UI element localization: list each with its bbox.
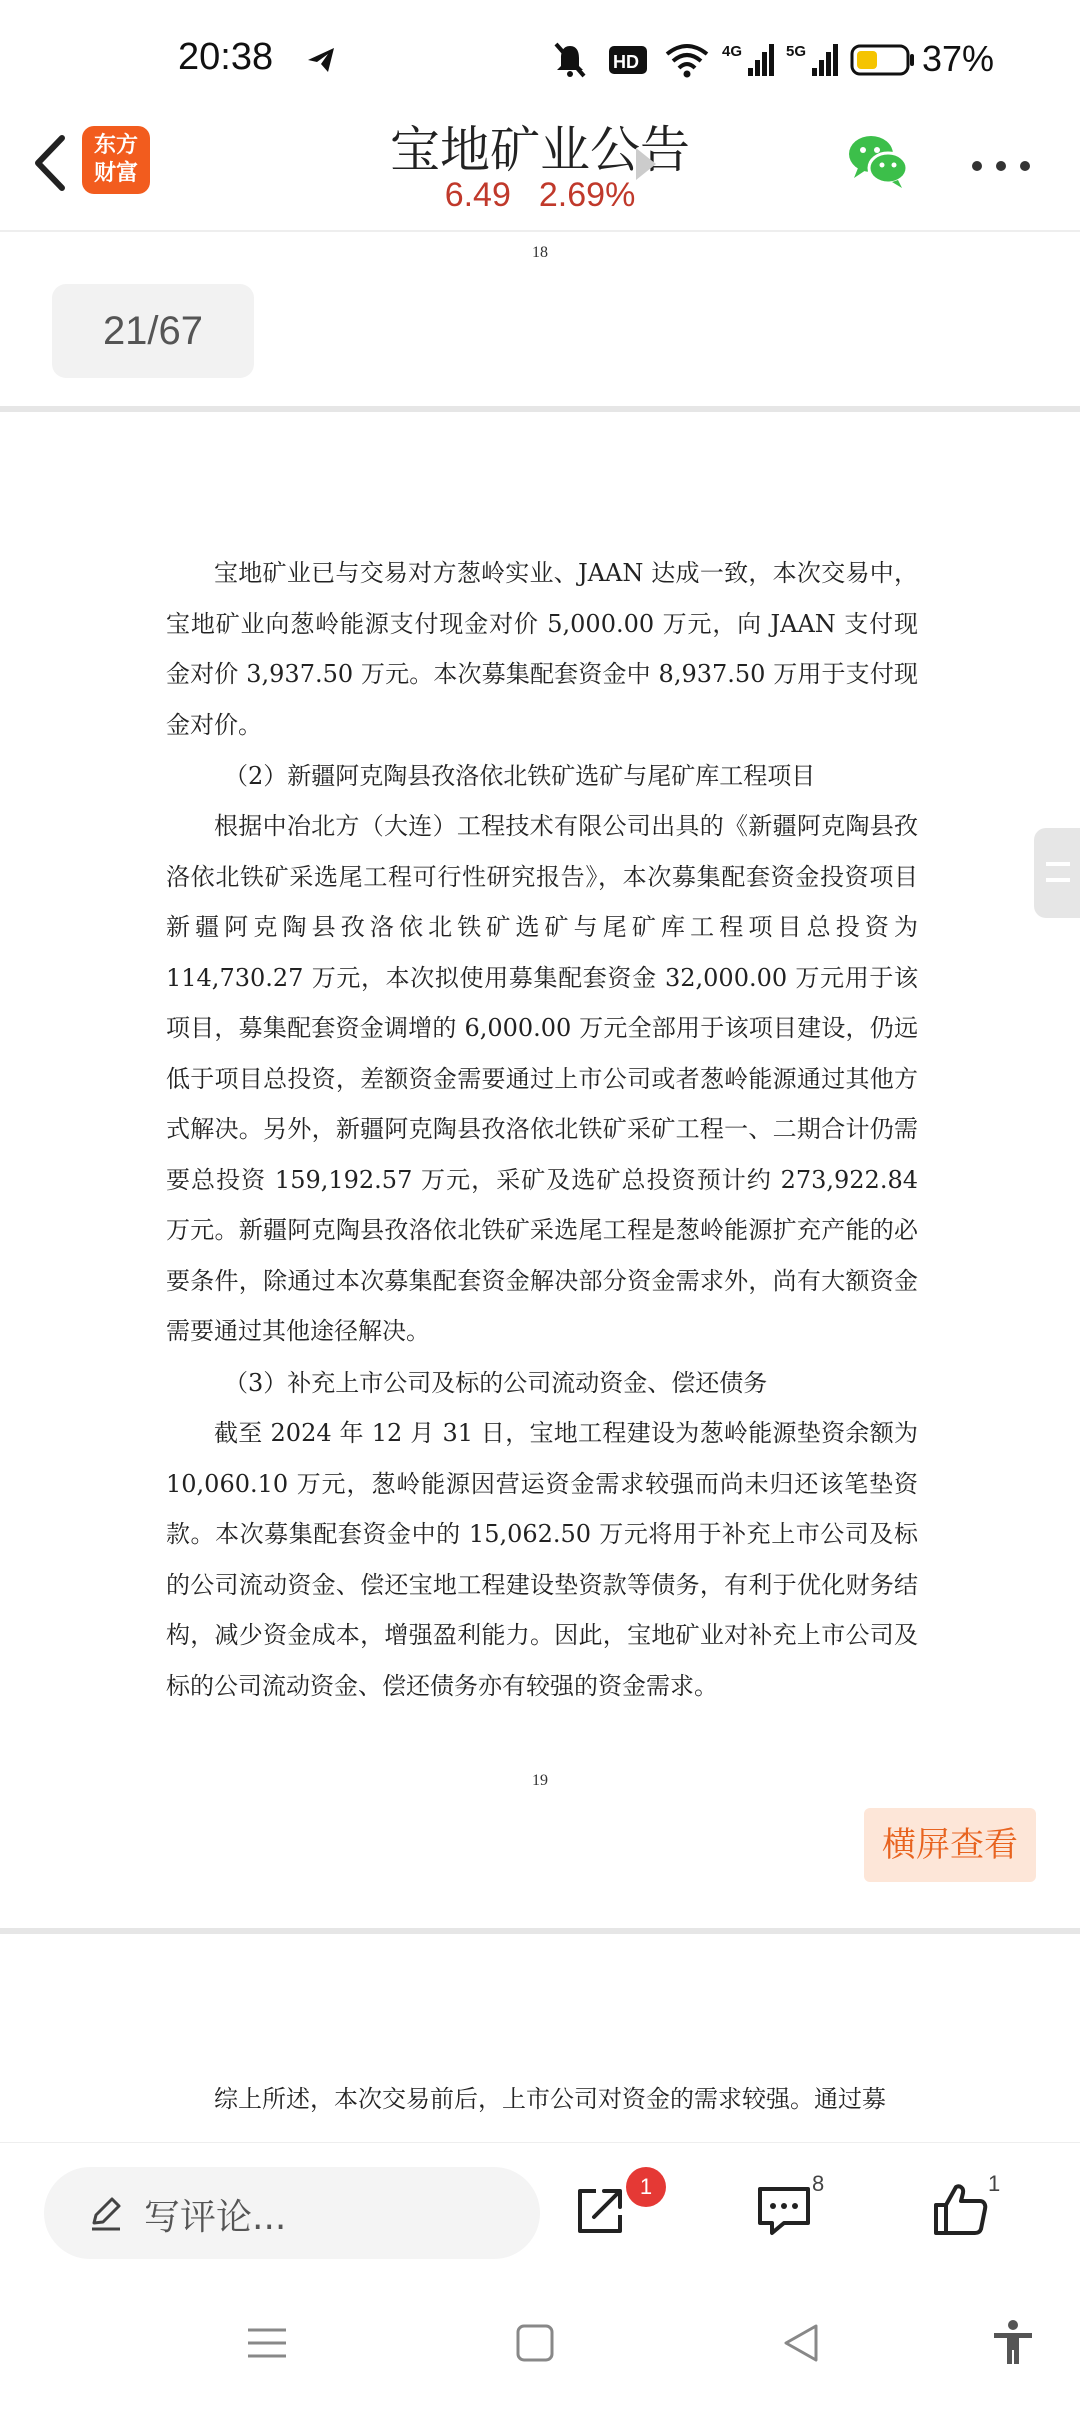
share-icon[interactable]: [570, 2179, 630, 2239]
likes-count: 1: [988, 2171, 1001, 2196]
telegram-icon: [304, 40, 340, 80]
landscape-view-button[interactable]: 横屏查看: [864, 1808, 1036, 1882]
battery-percent: 37%: [922, 38, 995, 79]
mute-icon: [552, 40, 588, 80]
wechat-icon[interactable]: [846, 132, 910, 190]
wifi-icon: [664, 40, 710, 80]
doc-paragraph: 综上所述，本次交易前后，上市公司对资金的需求较强。通过募: [214, 2085, 886, 2113]
doc-paragraph: 根据中冶北方（大连）工程技术有限公司出具的《新疆阿克陶县孜洛依北铁矿采选尾工程可行性研究报告》，本次募集配套资金投资项目新疆阿克陶县孜洛依北铁矿选矿与尾矿库工程项目总投资为 114,730.27 万元，本次拟使用募集配套资金 32,000.00 万元用于该项目，募集配套资金调增的 6,000.00 万元全部用于该项目建设，仍远低于项目总投资，差额资金需要通过上市公司或者葱岭能源通过其他方式解决。另外，新疆阿克陶县孜洛依北铁矿采矿工程一、二期合计仍需要总投资 159,192.57 万元，采矿及选矿总投资预计约 273,922.84 万元。新疆阿克陶县孜洛依北铁矿采选尾工程是葱岭能源扩充产能的必要条件，除通过本次募集配套资金解决部分资金需求外，尚有大额资金需要通过其他途径解决。: [166, 812, 918, 1345]
svg-text:HD: HD: [613, 52, 639, 72]
logo-line-2: 财富: [93, 161, 138, 186]
status-bar: [0, 0, 1080, 100]
page-separator: [0, 406, 1080, 412]
comment-icon[interactable]: [754, 2179, 814, 2239]
page-number-top: 18: [532, 244, 548, 261]
hd-icon: [608, 40, 648, 80]
status-time: 20:38: [178, 36, 274, 78]
home-icon[interactable]: [510, 2318, 560, 2368]
page-title: 宝地矿业公告: [390, 121, 690, 179]
stock-change: 2.69%: [538, 176, 636, 214]
stock-quote[interactable]: [0, 176, 1080, 215]
4g-signal-icon: [722, 40, 776, 80]
menu-icon[interactable]: [242, 2318, 292, 2368]
comment-placeholder: 写评论...: [144, 2197, 287, 2238]
logo-line-1: 东方: [93, 133, 138, 158]
doc-paragraph: 截至 2024 年 12 月 31 日，宝地工程建设为葱岭能源垫资余额为 10,060.10 万元，葱岭能源因营运资金需求较强而尚未归还该笔垫资款。本次募集配套资金中的 15,062.50 万元将用于补充上市公司及标的公司流动资金、偿还宝地工程建设垫资款等债务，有利于优化财务结构，减少资金成本，增强盈利能力。因此，宝地矿业对补充上市公司及标的公司流动资金、偿还债务亦有较强的资金需求。: [166, 1419, 918, 1700]
svg-text:5G: 5G: [786, 43, 807, 60]
page-separator: [0, 1928, 1080, 1934]
5g-signal-icon: [786, 40, 840, 80]
nav-back-icon[interactable]: [776, 2318, 826, 2368]
app-header: [0, 100, 1080, 232]
svg-text:4G: 4G: [722, 43, 743, 60]
doc-subheading: （2）新疆阿克陶县孜洛依北铁矿选矿与尾矿库工程项目: [224, 762, 816, 790]
play-arrow-icon[interactable]: [636, 148, 656, 180]
accessibility-icon[interactable]: [988, 2318, 1038, 2368]
stock-price: 6.49: [444, 176, 511, 214]
more-menu-icon[interactable]: [972, 156, 1062, 176]
share-badge: 1: [626, 2167, 666, 2207]
system-nav-bar: [0, 2272, 1080, 2412]
doc-paragraph: 宝地矿业已与交易对方葱岭实业、JAAN 达成一致，本次交易中，宝地矿业向葱岭能源支付现金对价 5,000.00 万元，向 JAAN 支付现金对价 3,937.50 万元。本次募集配套资金中 8,937.50 万用于支付现金对价。: [166, 559, 918, 739]
page-indicator: 21/67: [52, 284, 254, 378]
comment-input[interactable]: [44, 2167, 540, 2259]
doc-subheading: （3）补充上市公司及标的公司流动资金、偿还债务: [224, 1369, 768, 1397]
pen-icon: [86, 2193, 126, 2233]
comments-count: 8: [812, 2171, 825, 2196]
side-drawer-handle[interactable]: [1034, 828, 1080, 918]
thumbs-up-icon[interactable]: [930, 2179, 990, 2239]
battery-icon: [850, 40, 916, 80]
bottom-toolbar: [0, 2142, 1080, 2273]
page-number-bottom: 19: [532, 1772, 548, 1789]
